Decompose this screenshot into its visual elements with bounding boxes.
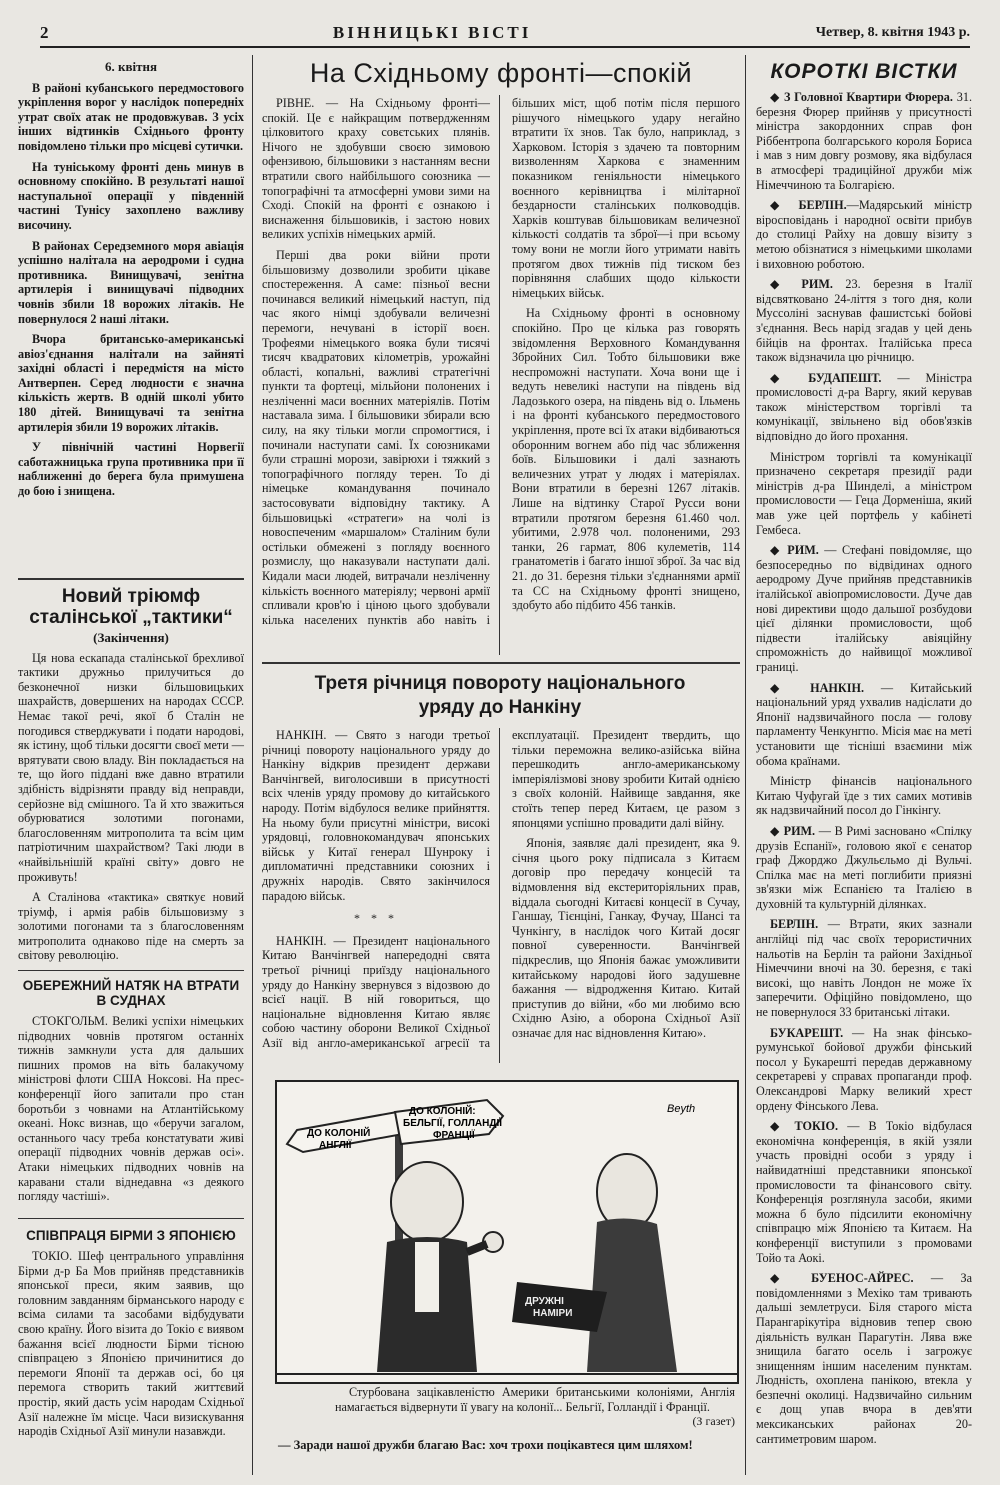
bulletin-paragraph: На туніському фронті день минув в основному спокійно. В результаті нашої наступальної операції у південній частині Тунісу захоплено важливу височину.: [18, 159, 244, 232]
bulletin-paragraph: В районах Середземного моря авіація успішно налітала на аеродроми і судна противника. Винищувачі, зенітна артилерія і винищувачі підводних човнів збили 18 ворожих літаків. Не повернулося 2 наші літаки.: [18, 238, 244, 326]
ships-article: [18, 976, 244, 1210]
east-paragraph: На Східньому фронті в основному спокійно. Про це кілька раз говорять звідомлення Верховного Командування Збройних Сил. Тобто більшовики вже неспроможні наступати. Хоча вони ще і ведуть невеликі наступи на південь від Ладозького озера, на південь від о. Ільмень і на фронті кубанського передмостового укріплення, проте всі їх атаки відбиваються оборонним вогнем або під час зближення боїв. Більшовики і далі зазнають величезних утрат у людях і матеріялах. Вони втратили в березні 1267 літаків. Лише на відтинку Старої Русси вони втратили протягом березня 61.460 чол. убитими, 2.978 чол. полоненими, 293 танки, 26 гармат, 806 кулеметів, 114 гранатометів і багато іншої зброї. За час від 21. до 31. березня тільки з'єднаннями армії та СС на Східньому фронті знищено, здобуто або підбито 456 танків.: [512, 306, 741, 613]
nanking-paragraph: НАНКІН. — Свято з нагоди третьої річниці повороту національного уряду до Нанкіну відкрив президент держави Ванчінгвей, виголосивши в присутності всіх членів уряду промову до китайського народу. Потім відбулося велике прийняття. На ньому були присутні міністри, високі урядовці, головнокомандувач японських військ у Китаї генерал Шунроку і дипломатичні представники союзних і дружніх народів. Свято закінчилося парадою військ.: [262, 728, 490, 903]
ships-paragraph: СТОКГОЛЬМ. Великі успіхи німецьких підводних човнів протягом останніх тижнів замкнули уста для дальших пишних промов на віть балакучому міністрові флоти США Ноксові. На прес-конференції його запитали про стан боротьби з човнами на Атлантійському океані. Нокс визнав, що «беручи загалом, останнього часу треба констатувати живі операції підводних човнів держав осі». Атаки німецьких підводних човнів на каравани стали віднедавна «з деякого погляду частіші».: [18, 1014, 244, 1204]
column-rule: [745, 55, 746, 1475]
artist-signature: Beyth: [667, 1103, 696, 1115]
short-news-item: [756, 543, 972, 674]
sign-left-line2: АНГЛІЇ: [319, 1140, 352, 1151]
bulletin-text: [18, 81, 244, 499]
issue-date: Четвер, 8. квітня 1943 р.: [815, 25, 970, 40]
short-news-item: [756, 774, 972, 818]
nanking-paragraph: НАНКІН. — Президент національного Китаю Ванчінгвей напередодні свята третьої річниці приїзду національного уряду до Нанкіну звернувся з відозвою до всієї нації. В ній говориться, що національне відновлення Китаю являє собою частину оборони Великої Східньої Азії від англо-американської агресії та експлуатації. Президент твердить, що тільки переможна велико-азійська війна перешкодить англо-американському імперіялізмові знову зробити Китай однією з своїх колоній. Найвище завдання, яке стоїть тепер перед Китаєм, це разом з японцями успішно провадити далі війну.: [262, 728, 740, 1050]
bulletin-paragraph: В районі кубанського передмостового укріплення ворог у наслідок попередніх утрат своїх атак не продовжував. З усіх інших відтинків Східнього фронту повідомлено тільки про місцеві сутички.: [18, 80, 244, 153]
burma-paragraph: ТОКІО. Шеф центрального управління Бірми д-р Ба Мов прийняв представників японської преси, яким заявив, що головним завданням бірманського народу є всіма силами та засобами відбудувати свою країну. Його візита до Токіо є виявом бажання всієї людности Бірми тісною співпрацею з Японією причинитися до перемоги Японії та держав осі, бо ця перемога створить такий життєвий простір, який дасть усім народам Східньої Азії належне їм місце. Часи визискування народів Східньої Азії минули назавжди.: [18, 1249, 244, 1439]
short-news-item: [756, 198, 972, 271]
short-news-item: [756, 824, 972, 912]
sign-right-line2: БЕЛЬГІЇ, ГОЛЛАНДІЇ: [403, 1118, 503, 1129]
triumph-title: Новий тріюмф сталінської „тактики“: [29, 586, 233, 628]
short-news-lead: ◆ БУДАПЕШТ.: [770, 370, 882, 385]
short-news-text: — В Римі засновано «Спілку друзів Еспанії», головою якої є сенатор граф Джорджо Джульєльмо ді Вульчі. Спілка має на меті поглибити приязні зв'язки між Еспанією та Італією в духовній та культурній ділянках.: [756, 823, 972, 911]
east-paragraph: Перші два роки війни проти більшовизму дозволили зробити цікаве спостереження. А саме: пізньої весни починався великий німецький наступ, під час якого німці здобували величезні перемоги, нечувані в історії воєн. Трофеями німецького вояка були тисячі тисяч квадратових кілометрів, урожайні області, копальні, важливі стратегічні пункти та фортеці, мільйони полонених і незліченні маси воєнних матеріялів. Потім наставала зима. І більшовики збирали всю силу, на яку тільки могли спромогтися, і починали наступати самі. Їх союзниками були страшні морози, завірюхи і тяжкий з топографічного погляду терен. То ді німецьке командування починало застосовувати відповідну тактику. А більшовицькі «стратеги» на чолі із новоспеченим «маршалом» Сталіним були остільки обмежені з погляду воєнного розмислу, що наказували наступати далі. Кидали маси людей, витрачали незліченну кількість воєнного матеріялу; червоні армії спливали кров'ю і ціною цього здобували кілька населених пунктів або навіть і більших міст, щоб потім після першого рішучого німецького удару негайно втратити їх знов. Так було, наприклад, з Харковом. Історія з здачею та повторним визволенням Харкова є знаменним показником геніяльности німецького воєнного керівництва і мілітарної бездарности сталінських полководців. Харків коштував більшовикам величезної кількості солдатів та зброї—і при всьому тому вони не могли його утримати навіть протягом двох тижнів під тиском без порівняння слабших щодо кількости німецьких військ.: [262, 96, 740, 627]
short-news-text: — Стефані повідомляє, що безпосередньо по відвідинах одного аеродрому Дуче прийняв представників італійської авіопромисловости. Дуче дав нові директиви щодо дальшої розбудови цієї ділянки промисловости, щоб підвести італійську авіяційну спроможність до найвищої можливої границі.: [756, 543, 972, 674]
caption-text: Стурбована зацікавленістю Америки британськими колоніями, Англія намагається відвернути її увагу на колонії... Бельгії, Голландії і Франції.: [335, 1385, 735, 1414]
cartoon-drawing: [277, 1082, 737, 1382]
section-stars: * * *: [354, 911, 398, 926]
short-news-item: [756, 1119, 972, 1265]
ships-title: ОБЕРЕЖНИЙ НАТЯК НА ВТРАТИ В СУДНАХ: [22, 978, 240, 1008]
box-label-line1: ДРУЖНІ: [525, 1296, 564, 1307]
sign-right-line3: ФРАНЦІЇ: [433, 1130, 475, 1141]
figure-left-arm: [467, 1244, 487, 1252]
triumph-paragraph: А Сталінова «тактика» святкує новий тріумф, і армія рабів більшовизму з золотими погонами та з благословенням митрополита однаково піде на смерть за світову революцію.: [18, 890, 244, 963]
short-news-item: [756, 90, 972, 192]
burma-article: [18, 1226, 244, 1445]
triumph-subtitle: (Закінчення): [93, 630, 169, 645]
short-news-lead: ◆ З Головної Квартири Фюрера.: [770, 90, 953, 104]
east-front-title: На Східньому фронті—спокій: [309, 58, 693, 88]
short-news-text: 23. березня в Італії відсвятковано 24-ліття з того дня, коли Муссоліні заснував фашистські бойові з'єднання. Весь нарід згадав у цей день бійців на фронтах. Італійська преса також відзначила цю річницю.: [756, 277, 972, 365]
short-news-text: Міністр фінансів національного Китаю Чуфугай їде з тих самих мотивів як надзвичайний посол до Гінкінгу.: [756, 774, 972, 818]
short-news-lead: БУКАРЕШТ.: [770, 1025, 844, 1040]
short-news-text: — Міністра промисловості д-ра Варгу, який керував також міністерством торгівлі та комунікації, звільнено від обов'язків відповідно до його прохання.: [756, 370, 972, 444]
figure-left-shirt: [415, 1242, 439, 1312]
section-divider: [18, 578, 244, 580]
short-news-title: КОРОТКІ ВІСТКИ: [770, 60, 958, 83]
bulletin-paragraph: Вчора британсько-американські авіоз'єднання налітали на зайняті західні області і передмістя на місто Антверпен. Серед людности є значна кількість жертв. В одній школі убито 180 дітей. Винищувачі та зенітна артилерія збили 19 ворожих літаків.: [18, 332, 244, 434]
nanking-article: [262, 728, 740, 1063]
short-news-lead: БЕРЛІН.: [770, 917, 819, 932]
short-news-text: — На знак фінсько-румунської бойової дружби фінський посол у Букарешті передав державному секретареві у справах пропаганди проф. Олександрові Марку великий хрест ордену Фінського Лева.: [756, 1025, 972, 1113]
short-news-text: — В Токіо відбулася економічна конференція, в якій узяли участь провідні особи з уряду і найвидатніші представники японської промисловости та фінансового світу. Конференція розглянула засоби, якими можна б було підсилити економічну співпрацю між Японією та Китаєм. На конференції виступили з промовами Тойо та Аокі.: [756, 1119, 972, 1265]
figure-left-head: [391, 1162, 463, 1242]
short-news-column: [756, 90, 972, 1452]
short-news-lead: ◆ РИМ.: [770, 543, 819, 558]
section-divider: [18, 1218, 244, 1219]
burma-title: СПІВПРАЦЯ БІРМИ З ЯПОНІЄЮ: [26, 1228, 236, 1243]
section-divider: [262, 662, 740, 664]
section-divider: [18, 970, 244, 971]
column-rule: [252, 55, 253, 1475]
short-news-lead: ◆ БУЕНОС-АЙРЕС.: [770, 1271, 914, 1286]
short-news-lead: ◆ РИМ.: [770, 277, 833, 292]
page-number: 2: [40, 23, 49, 42]
east-front-article: [262, 96, 740, 656]
short-news-text: — Втрати, яких зазнали англійці під час своїх терористичних нальотів на Берлін та райони Західньої Німеччини вночі на 30. березня, є такі високі, що навіть Лондон не може їх заперечити. Офіційно повідомлено, що не повернулося 33 британські літаки.: [756, 917, 972, 1020]
short-news-lead: ◆ ТОКІО.: [770, 1119, 839, 1134]
short-news-text: —Мадярський міністр віросповідань і народної освіти прибув до столиці Райху на довшу візиту з метою обізнатися з німецькими школами і виховною роботою.: [756, 198, 972, 271]
short-news-item: [756, 277, 972, 365]
short-news-item: [756, 371, 972, 444]
short-news-lead: ◆ РИМ.: [770, 823, 816, 838]
short-news-lead: ◆ БЕРЛІН.: [770, 198, 847, 213]
column-left: [18, 60, 244, 505]
cartoon-caption: [335, 1385, 735, 1429]
short-news-item: [756, 1271, 972, 1446]
triumph-paragraph: Ця нова ескапада сталінської брехливої тактики дружньо прилучиться до безконечної низки більшовицьких шахрайств, довершених на народах СССР. Немає такої речі, якої б Сталін не погодився стверджувати і подати народові, як істину, щоб тільки досягти своєї мети — врятувати свою владу. Він покладається на те, що його піддані вже давно втратили здібність відрізняти правду від неправди, серйозне від смішного. Та й хто зважиться обурюватися золотими погонами, благословенням митрополита та всім цим патріотичним шахрайством? Такі люди в «найвільнішій країні світу» довго не проживуть!: [18, 650, 244, 884]
sign-left-line1: ДО КОЛОНІЙ: [307, 1128, 371, 1139]
bulletin-paragraph: У північній частині Норвегії саботажницька група противника при її наближенні до берега була примушена до бою і знищена.: [18, 440, 244, 499]
short-news-text: 31. березня Фюрер прийняв у присутності міністра закордонних справ фон Ріббентропа болгарського короля Бориса і мав з ним довгу розмову, яка відбулася в атмосфері традиційної дружби між Німеччиною та Болгарією.: [756, 90, 972, 192]
sign-right-line1: ДО КОЛОНІЙ:: [409, 1106, 476, 1117]
masthead: [40, 20, 970, 48]
short-news-text: Міністром торгівлі та комунікації призначено секретаря президії ради міністрів д-ра Шинделі, а міністром промисловости — Геца Дорменіша, який мав уже цей портфель у кабінеті Гембеса.: [756, 449, 972, 537]
bulletin-date: 6. квітня: [104, 59, 158, 74]
nanking-paragraph: Японія, заявляє далі президент, яка 9. січня цього року підписала з Китаєм договір про передачу концесій та відмовлення від екстериторіяльних прав, віддала сьогодні Китаєві концесії в Сучау, Ганшау, Тієнціні, Ганкау, Фучау, Шансі та Чункінгу, в наслідок чого Китай досяг повної суверенности. Ванчінгвей підкреслив, що Японія бажає уможливити китайському народові його задушевне бажання — відродження Китаю. Китай приступив до війни, «бо ми любимо всю Східню Азію, а оборона Східньої Азії означає для нас відновлення Китаю».: [512, 836, 740, 1040]
cartoon-quote: — Заради нашої дружби благаю Вас: хоч трохи поцікавтеся цим шляхом!: [278, 1438, 693, 1452]
short-news-item: [756, 450, 972, 538]
nanking-title: Третя річниця повороту національного уряду до Нанкіну: [314, 673, 686, 718]
triumph-article: [18, 586, 244, 969]
caption-source: (З газет): [692, 1414, 735, 1429]
short-news-text: — За повідомленнями з Мехіко там тривають дальші землетруси. Біля старого міста Парангарікутіра відновив тепер свою діяльність вулкан Парагутін. Лява вже знищила багато осель і загрожує знищенням іншим населеним пунктам. Людність, охоплена панікою, втекла у безпечні околиці. Надзвичайно сильним є дощ упав вчора в дев'яти мексиканських районах 20-сантиметровим шаром.: [756, 1271, 972, 1446]
newspaper-title: ВІННИЦЬКІ ВІСТІ: [332, 23, 532, 42]
short-news-item: [756, 681, 972, 769]
east-paragraph: РІВНЕ. — На Східньому фронті— спокій. Це є найкращим потвердженням цілковитого краху совєтських плянів. Нічого не здобувши своєю зимовою офензивою, більшовики з настанням весни втратили свого найбільшого союзника — топографічні та атмосферні умови зими на Сході. Спокій на фронті є ознакою і виснаження більшовиків, і застою нових великих успіхів німецьких армій.: [262, 96, 490, 242]
short-news-item: [756, 1026, 972, 1114]
short-news-text: — Китайський національний уряд ухвалив надіслати до Японії надзвичайного посла — голову парламенту Ченкунгпо. Місія має на меті установити ще тісніші взаємини між обома країнами.: [756, 680, 972, 768]
box-label-line2: НАМІРИ: [533, 1308, 573, 1319]
short-news-item: [756, 917, 972, 1019]
political-cartoon: [275, 1080, 739, 1384]
short-news-lead: ◆ НАНКІН.: [770, 680, 864, 695]
